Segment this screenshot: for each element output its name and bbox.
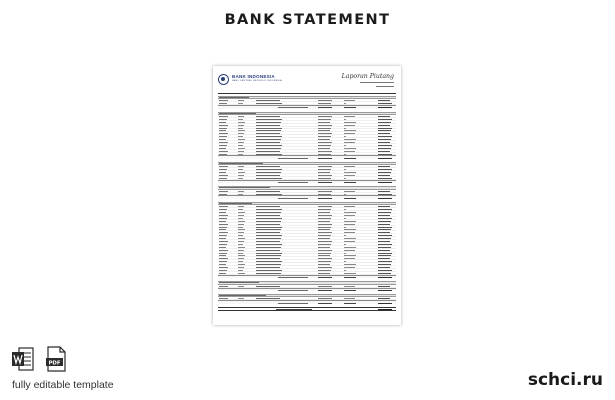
header-rule xyxy=(218,93,396,94)
bank-tagline: BANK SENTRAL REPUBLIK INDONESIA xyxy=(232,80,282,82)
section-total-row xyxy=(218,275,396,279)
section-total-row xyxy=(218,288,396,292)
statement-section xyxy=(218,186,396,199)
section-total-row xyxy=(218,105,396,109)
section-total-row xyxy=(218,300,396,304)
statement-document-preview xyxy=(213,66,401,325)
word-doc-icon xyxy=(12,346,34,372)
bank-name: BANK INDONESIA xyxy=(232,74,275,79)
statement-section xyxy=(218,112,396,159)
statement-sections xyxy=(218,96,396,311)
statement-section xyxy=(218,96,396,109)
statement-section xyxy=(218,281,396,291)
statement-section xyxy=(218,162,396,183)
grand-total-row xyxy=(218,307,396,311)
report-date-line xyxy=(376,86,394,88)
section-total-row xyxy=(218,195,396,199)
report-period-line xyxy=(360,82,394,84)
section-total-row xyxy=(218,155,396,159)
bank-logo-icon xyxy=(218,74,229,85)
template-caption: fully editable template xyxy=(12,379,114,391)
site-watermark: schci.ru xyxy=(527,370,603,390)
pdf-icon xyxy=(45,346,67,372)
document-header xyxy=(218,72,396,94)
report-title: Laporan Piutang xyxy=(341,73,394,80)
statement-section xyxy=(218,202,396,278)
format-icons xyxy=(12,346,68,374)
section-total-row xyxy=(218,180,396,184)
page-title: BANK STATEMENT xyxy=(224,12,391,28)
svg-text:PDF: PDF xyxy=(48,360,61,367)
statement-section xyxy=(218,294,396,304)
